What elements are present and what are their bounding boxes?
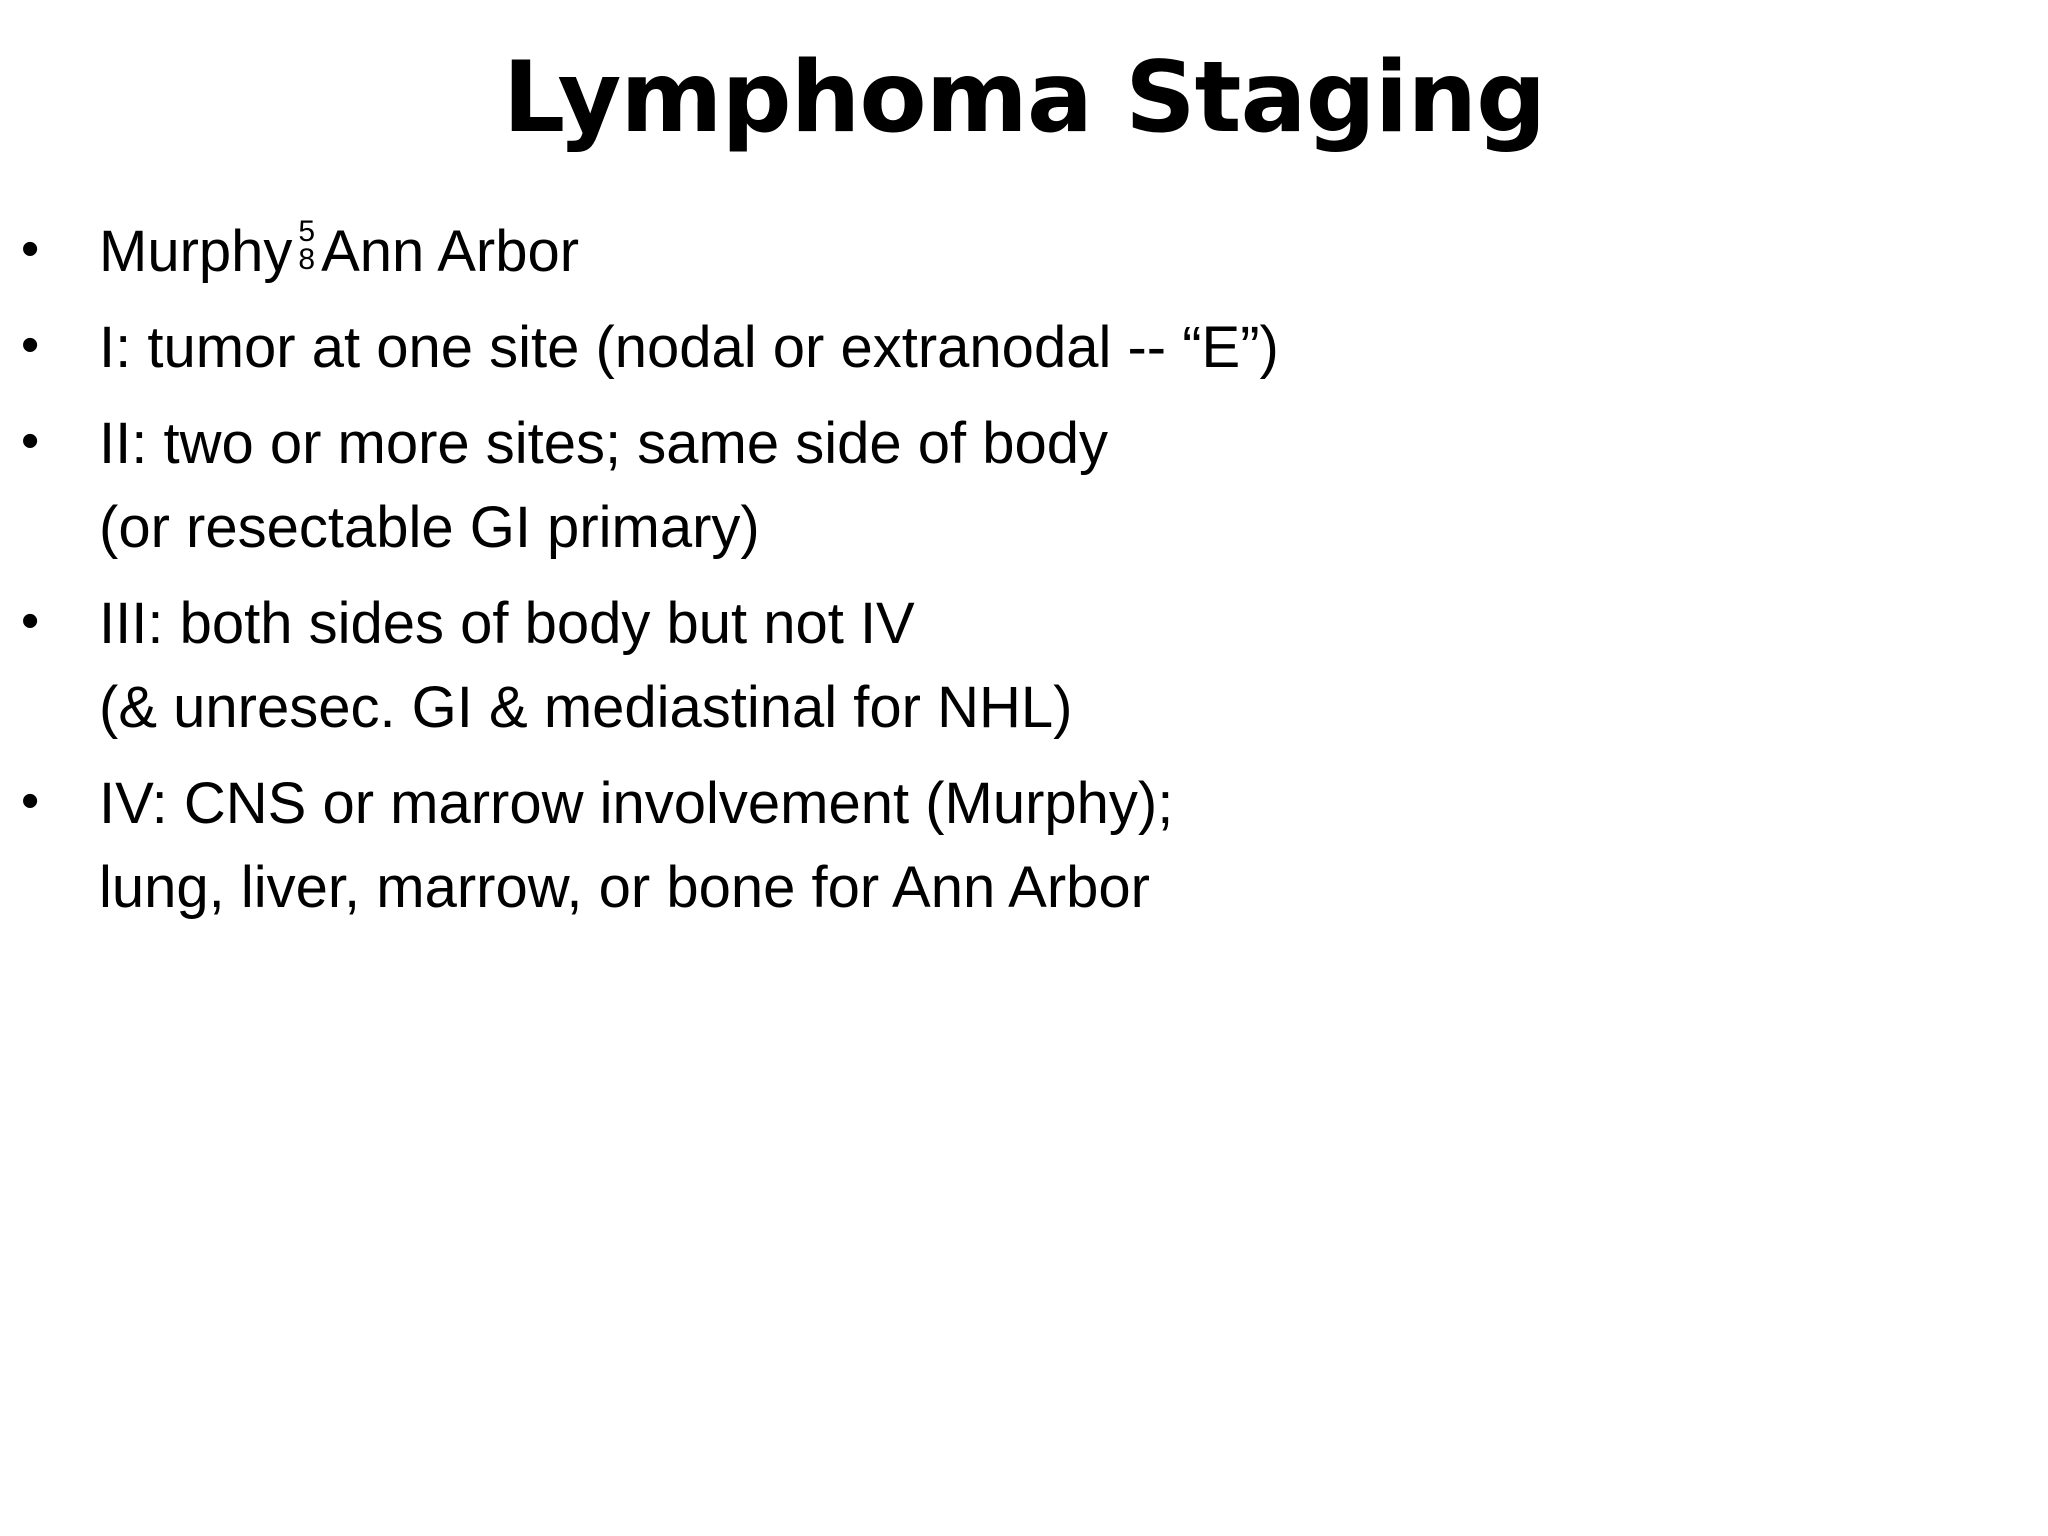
- bullet-item: [0, 402, 2000, 570]
- bullet-item: [0, 210, 2000, 294]
- slide-title: Lymphoma Staging: [502, 41, 1546, 155]
- bullet-text: [99, 214, 580, 284]
- bullet-text-line: IV: CNS or marrow involvement (Murphy);: [99, 771, 1174, 836]
- fraction-denominator: 8: [298, 242, 316, 276]
- bullet-dot-icon: •: [21, 412, 40, 470]
- bullet-dot-icon: •: [21, 220, 40, 278]
- bullet-text-line: III: both sides of body but not IV: [99, 591, 915, 656]
- bullet-item: [0, 306, 2000, 390]
- bullet-text-line: II: two or more sites; same side of body: [99, 411, 1108, 476]
- fraction-symbol: [298, 214, 316, 276]
- ann-arbor-label: Ann Arbor: [321, 219, 580, 284]
- bullet-item: [0, 762, 2000, 930]
- bullet-dot-icon: •: [21, 772, 40, 830]
- bullet-dot-icon: •: [21, 592, 40, 650]
- bullet-dot-icon: •: [21, 316, 40, 374]
- fraction-numerator: 5: [298, 214, 316, 248]
- bullet-item: [0, 582, 2000, 750]
- bullet-text-line: (or resectable GI primary): [99, 495, 760, 560]
- bullet-list: [0, 210, 2000, 942]
- bullet-text-line: lung, liver, marrow, or bone for Ann Arbor: [99, 855, 1150, 920]
- bullet-text-line: I: tumor at one site (nodal or extranodal -- “E”): [99, 315, 1279, 380]
- bullet-text-line: (& unresec. GI & mediastinal for NHL): [99, 675, 1073, 740]
- murphy-label: Murphy: [99, 219, 293, 284]
